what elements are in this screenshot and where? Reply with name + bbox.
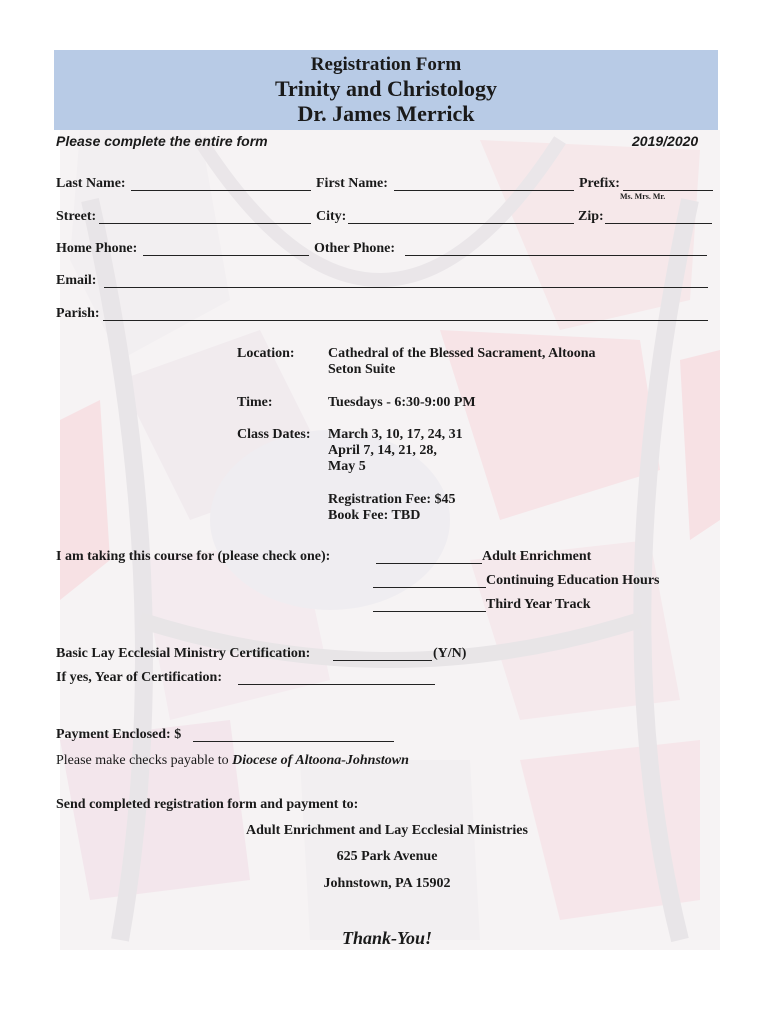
class-dates-line3: May 5 — [328, 459, 366, 474]
form-title: Registration Form — [310, 54, 462, 75]
mailing-line3: Johnstown, PA 15902 — [323, 876, 451, 891]
payment-note — [56, 753, 409, 769]
adult-enrichment-check[interactable] — [376, 563, 482, 564]
time-value: Tuesdays - 6:30-9:00 PM — [328, 395, 476, 410]
certification-question: Basic Lay Ecclesial Ministry Certification: — [56, 646, 311, 661]
certification-year-field[interactable] — [238, 684, 435, 685]
mailing-heading: Send completed registration form and payment to: — [56, 797, 359, 812]
certification-yn-field[interactable] — [333, 660, 432, 661]
prefix-field[interactable] — [623, 190, 713, 191]
home-phone-label: Home Phone: — [56, 241, 138, 256]
certification-yn-hint: (Y/N) — [433, 646, 467, 661]
payment-amount-field[interactable] — [193, 741, 394, 742]
zip-field[interactable] — [605, 223, 712, 224]
continuing-education-check[interactable] — [373, 587, 486, 588]
prefix-label: Prefix: — [579, 176, 620, 191]
mailing-line2: 625 Park Avenue — [336, 849, 438, 864]
location-line2: Seton Suite — [328, 362, 396, 377]
location-label: Location: — [237, 346, 295, 361]
book-fee: Book Fee: TBD — [328, 508, 421, 523]
location-line1: Cathedral of the Blessed Sacrament, Altoona — [328, 346, 596, 361]
other-phone-label: Other Phone: — [314, 241, 396, 256]
prefix-options: Ms. Mrs. Mr. — [620, 192, 666, 201]
instructions-text: Please complete the entire form — [56, 133, 268, 149]
class-dates-line1: March 3, 10, 17, 24, 31 — [328, 427, 463, 442]
third-year-track-label: Third Year Track — [486, 597, 591, 612]
thank-you: Thank-You! — [341, 928, 433, 948]
last-name-field[interactable] — [131, 190, 311, 191]
first-name-label: First Name: — [316, 176, 388, 191]
street-field[interactable] — [99, 223, 311, 224]
other-phone-field[interactable] — [405, 255, 707, 256]
parish-label: Parish: — [56, 306, 100, 321]
class-dates-line2: April 7, 14, 21, 28, — [328, 443, 437, 458]
city-field[interactable] — [348, 223, 574, 224]
email-field[interactable] — [104, 287, 708, 288]
home-phone-field[interactable] — [143, 255, 309, 256]
certification-year-label: If yes, Year of Certification: — [56, 670, 223, 685]
instructor-name: Dr. James Merrick — [297, 101, 475, 126]
third-year-track-check[interactable] — [373, 611, 486, 612]
registration-fee: Registration Fee: $45 — [328, 492, 456, 507]
payment-payee: Diocese of Altoona-Johnstown — [232, 753, 409, 768]
first-name-field[interactable] — [394, 190, 574, 191]
continuing-education-label: Continuing Education Hours — [486, 573, 660, 588]
course-purpose-prompt: I am taking this course for (please check one): — [56, 549, 331, 564]
class-dates-label: Class Dates: — [237, 427, 311, 442]
time-label: Time: — [237, 395, 273, 410]
header-band — [54, 50, 718, 130]
course-title: Trinity and Christology — [274, 76, 498, 101]
adult-enrichment-label: Adult Enrichment — [482, 549, 592, 564]
parish-field[interactable] — [103, 320, 708, 321]
academic-year: 2019/2020 — [632, 133, 699, 149]
city-label: City: — [316, 209, 347, 224]
email-label: Email: — [56, 273, 97, 288]
last-name-label: Last Name: — [56, 176, 126, 191]
mailing-line1: Adult Enrichment and Lay Ecclesial Ministries — [246, 823, 528, 838]
zip-label: Zip: — [578, 209, 604, 224]
street-label: Street: — [56, 209, 97, 224]
payment-label: Payment Enclosed: $ — [56, 727, 182, 742]
payment-note-prefix: Please make checks payable to — [56, 753, 233, 768]
